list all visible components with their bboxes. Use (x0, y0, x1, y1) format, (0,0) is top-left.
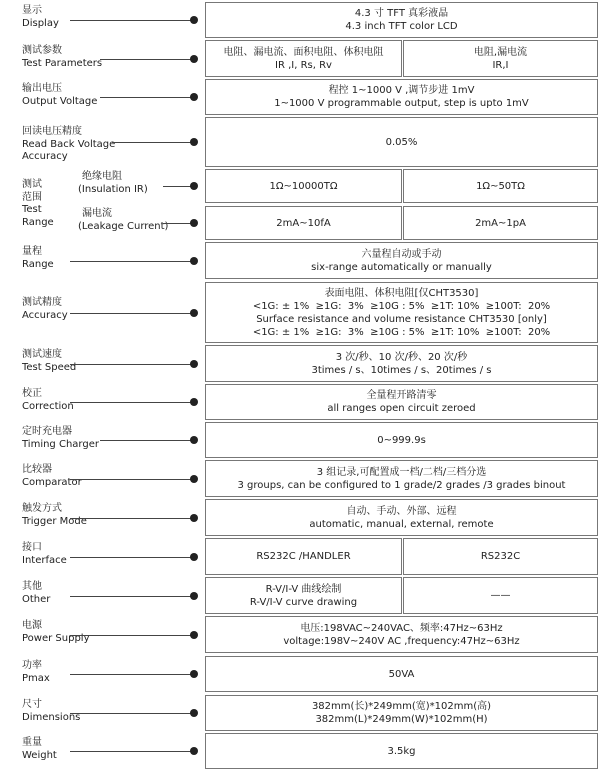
power-supply-value-cell (205, 616, 598, 653)
cell-line: 程控 1~1000 V ,调节步进 1mV (328, 85, 475, 96)
interface-bullet (190, 553, 198, 561)
dimensions-label (22, 699, 80, 724)
display-bullet (190, 16, 198, 24)
dimensions-bullet (190, 709, 198, 717)
test-parameters-label (22, 45, 102, 70)
cell-line: 表面电阻、体积电阻[仅CHT3530] (324, 287, 479, 299)
comparator-bullet (190, 475, 198, 483)
insulation-value-cell (403, 169, 598, 203)
power-supply-label (22, 620, 90, 645)
trigger-mode-label-cn: 触发方式 (22, 503, 62, 514)
trigger-mode-label (22, 503, 87, 528)
insulation-bullet (190, 182, 198, 190)
power-supply-label-cn: 电源 (22, 620, 42, 631)
range-label-cn: 量程 (22, 246, 42, 257)
correction-value-cell (205, 384, 598, 420)
interface-label-cn: 接口 (22, 542, 42, 553)
insulation-leader (163, 186, 193, 187)
test-range-label-line: 范围 (22, 191, 42, 203)
cell-line: 382mm(L)*249mm(W)*102mm(H) (315, 714, 488, 725)
leakage-label-cn: 漏电流 (82, 208, 112, 219)
timing-charger-label-cn: 定时充电器 (22, 426, 72, 437)
cell-line: 自动、手动、外部、远程 (346, 505, 457, 517)
cell-line: <1G: ± 1% ≥1G: 3% ≥10G : 5% ≥1T: 10% ≥100T: 20% (252, 300, 551, 312)
cell-line: IR ,I, Rs, Rv (275, 59, 332, 71)
pmax-leader (70, 674, 193, 675)
timing-charger-label-en: Timing Charger (22, 438, 99, 450)
dimensions-value-cell (205, 695, 598, 731)
comparator-label-en: Comparator (22, 476, 82, 488)
test-parameters-label-cn: 测试参数 (22, 45, 62, 56)
range-bullet (190, 257, 198, 265)
output-voltage-leader (100, 97, 193, 98)
cell-line: 电阻、漏电流、面积电阻、体积电阻 (223, 46, 384, 58)
weight-label-cn: 重量 (22, 737, 42, 748)
trigger-mode-label-en: Trigger Mode (22, 515, 87, 527)
cell-line: IR,I (492, 59, 509, 71)
other-value-cell (403, 577, 598, 614)
accuracy-leader (70, 313, 193, 314)
range-value-cell (205, 242, 598, 279)
output-voltage-value-cell (205, 79, 598, 115)
leakage-bullet (190, 219, 198, 227)
output-voltage-label-en: Output Voltage (22, 95, 98, 107)
read-back-voltage-label-en: Accuracy (22, 151, 68, 162)
output-voltage-label-cn: 输出电压 (22, 83, 62, 94)
weight-label (22, 737, 57, 762)
pmax-label (22, 660, 50, 685)
test-parameters-label-en: Test Parameters (22, 57, 103, 69)
weight-leader (70, 751, 193, 752)
interface-label (22, 542, 67, 567)
dimensions-label-en: Dimensions (22, 711, 81, 723)
read-back-voltage-bullet (190, 138, 198, 146)
cell-line: 电压:198VAC~240VAC、频率:47Hz~63Hz (300, 622, 503, 634)
cell-line: automatic, manual, external, remote (309, 518, 494, 530)
read-back-voltage-label-cn: 回读电压精度 (22, 126, 82, 137)
test-speed-value-cell (205, 345, 598, 382)
cell-line: 4.3 寸 TFT 真彩液晶 (354, 8, 449, 19)
weight-bullet (190, 747, 198, 755)
cell-line: <1G: ± 1% ≥1G: 3% ≥10G : 5% ≥1T: 10% ≥100T: 20% (252, 326, 551, 338)
test-speed-label (22, 349, 76, 374)
cell-line: 3 组记录,可配置成一档/二档/三档分选 (316, 466, 487, 478)
test-parameters-value-cell (403, 40, 598, 77)
cell-line: 电阻,漏电流 (473, 46, 528, 58)
pmax-bullet (190, 670, 198, 678)
cell-line: 50VA (388, 668, 415, 680)
range-label (22, 246, 54, 271)
cell-line: 3.5kg (387, 745, 416, 757)
dimensions-label-cn: 尺寸 (22, 699, 42, 710)
cell-line: 0.05% (385, 136, 418, 148)
comparator-value-cell (205, 460, 598, 497)
comparator-leader (70, 479, 193, 480)
output-voltage-label (22, 83, 97, 108)
insulation-label (78, 171, 148, 196)
range-label-en: Range (22, 258, 54, 270)
correction-label (22, 388, 74, 413)
cell-line: 3 次/秒、10 次/秒、20 次/秒 (335, 351, 468, 363)
interface-leader (70, 557, 193, 558)
leakage-value-cell (205, 206, 402, 240)
test-parameters-value-cell (205, 40, 402, 77)
pmax-label-cn: 功率 (22, 660, 42, 671)
interface-value-cell (403, 538, 598, 575)
other-label (22, 581, 50, 606)
test-parameters-leader (100, 59, 193, 60)
test-range-label-line: 测试 (22, 179, 42, 190)
display-leader (70, 20, 193, 21)
power-supply-bullet (190, 631, 198, 639)
cell-line: 3times / s、10times / s、20times / s (311, 364, 492, 376)
trigger-mode-leader (70, 518, 193, 519)
comparator-label (22, 464, 82, 489)
test-speed-label-cn: 测试速度 (22, 349, 62, 360)
cell-line: R-V/I-V curve drawing (249, 596, 358, 608)
test-range-label (22, 179, 54, 229)
insulation-label-cn: 绝缘电阻 (82, 171, 122, 182)
accuracy-value-cell (205, 282, 598, 343)
display-label (22, 5, 59, 30)
insulation-label-en: (Insulation IR) (78, 183, 148, 195)
cell-line: voltage:198V~240V AC ,frequency:47Hz~63Hz (283, 635, 520, 647)
correction-bullet (190, 398, 198, 406)
interface-value-cell (205, 538, 402, 575)
read-back-voltage-value-cell (205, 117, 598, 167)
weight-label-en: Weight (22, 749, 57, 761)
range-leader (70, 261, 193, 262)
display-value-cell (205, 2, 598, 38)
cell-line: 382mm(长)*249mm(宽)*102mm(高) (311, 701, 492, 712)
read-back-voltage-leader (112, 142, 193, 143)
accuracy-bullet (190, 309, 198, 317)
read-back-voltage-label-en: Read Back Voltage (22, 138, 116, 150)
cell-text: 2mA~10fA (276, 217, 331, 229)
other-leader (70, 596, 193, 597)
output-voltage-bullet (190, 93, 198, 101)
cell-text: 1Ω~10000TΩ (269, 180, 338, 192)
cell-line: 0~999.9s (377, 434, 426, 446)
accuracy-label-cn: 测试精度 (22, 297, 62, 308)
cell-line: RS232C (480, 551, 521, 562)
cell-line: R-V/I-V 曲线绘制 (265, 583, 342, 595)
comparator-label-cn: 比较器 (22, 464, 52, 475)
interface-label-en: Interface (22, 554, 67, 566)
read-back-voltage-label (22, 126, 115, 164)
cell-text: 1Ω~50TΩ (476, 180, 525, 192)
timing-charger-leader (100, 440, 193, 441)
test-parameters-bullet (190, 55, 198, 63)
cell-line: 六量程自动或手动 (361, 248, 442, 260)
accuracy-label (22, 297, 68, 322)
other-label-en: Other (22, 593, 51, 605)
trigger-mode-bullet (190, 514, 198, 522)
correction-leader (70, 402, 193, 403)
leakage-label-en: (Leakage Current) (78, 220, 169, 232)
power-supply-label-en: Power Supply (22, 632, 90, 644)
weight-value-cell (205, 733, 598, 769)
test-range-label-line: Range (22, 216, 54, 228)
cell-line: 3 groups, can be configured to 1 grade/2 grades /3 grades binout (237, 479, 566, 491)
other-bullet (190, 592, 198, 600)
other-value-cell (205, 577, 402, 614)
pmax-label-en: Pmax (22, 672, 50, 684)
pmax-value-cell (205, 656, 598, 692)
test-speed-bullet (190, 360, 198, 368)
display-label-en: Display (22, 17, 59, 29)
test-speed-label-en: Test Speed (22, 361, 77, 373)
dimensions-leader (70, 713, 193, 714)
cell-text: 2mA~1pA (475, 217, 526, 229)
cell-line: 1~1000 V programmable output, step is upto 1mV (274, 98, 529, 109)
leakage-leader (163, 223, 193, 224)
timing-charger-bullet (190, 436, 198, 444)
cell-line: 4.3 inch TFT color LCD (345, 21, 458, 32)
timing-charger-value-cell (205, 422, 598, 458)
leakage-label (78, 208, 168, 233)
timing-charger-label (22, 426, 99, 451)
test-range-label-line: Test (22, 204, 42, 215)
accuracy-label-en: Accuracy (22, 309, 68, 321)
cell-line: RS232C /HANDLER (256, 551, 351, 562)
correction-label-cn: 校正 (22, 388, 42, 399)
cell-line: six-range automatically or manually (311, 261, 492, 273)
cell-line: 全量程开路清零 (366, 390, 437, 401)
other-label-cn: 其他 (22, 581, 42, 592)
correction-label-en: Correction (22, 400, 74, 412)
power-supply-leader (70, 635, 193, 636)
cell-line: —— (490, 590, 511, 601)
cell-line: all ranges open circuit zeroed (327, 403, 476, 414)
test-speed-leader (70, 364, 193, 365)
trigger-mode-value-cell (205, 499, 598, 536)
leakage-value-cell (403, 206, 598, 240)
display-label-cn: 显示 (22, 5, 42, 16)
insulation-value-cell (205, 169, 402, 203)
cell-line: Surface resistance and volume resistance CHT3530 [only] (256, 313, 547, 325)
